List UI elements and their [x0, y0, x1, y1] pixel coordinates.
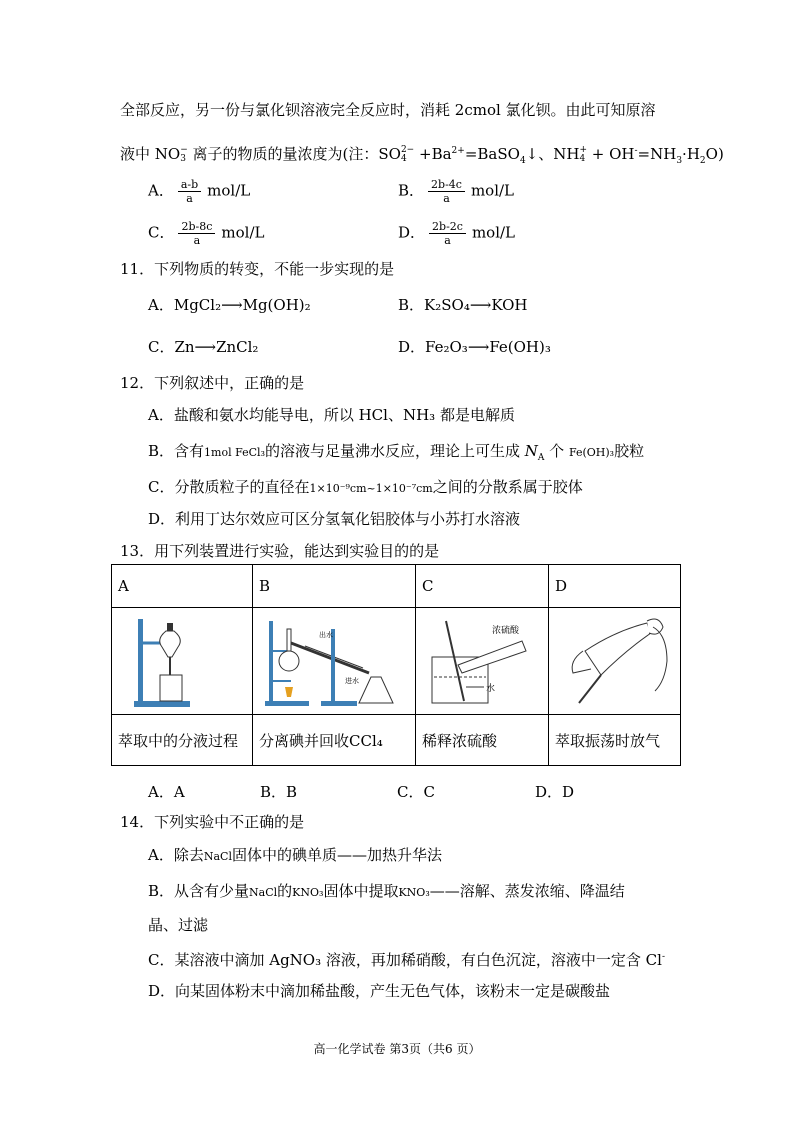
q11-option-c: C．Zn⟶ZnCl₂ [148, 338, 259, 356]
q11-stem: 11．下列物质的转变，不能一步实现的是 [120, 260, 395, 278]
q13-answer-a: A．A [148, 783, 185, 801]
q10-option-b: B． $\frac{2b-4c}{a}$ mol/L [398, 178, 515, 205]
q12-option-d: D．利用丁达尔效应可区分氢氧化铝胶体与小苏打水溶液 [148, 510, 521, 528]
q14-stem: 14．下列实验中不正确的是 [120, 813, 305, 831]
q13-caption-a: 萃取中的分液过程 [112, 715, 253, 766]
q13-caption-b: 分离碘并回收CCl₄ [253, 715, 416, 766]
q14-option-a: A．除去NaCl固体中的碘单质——加热升华法 [148, 846, 442, 864]
q13-header-c: C [416, 565, 549, 608]
q14-option-b-continued: 晶、过滤 [148, 916, 209, 934]
q14-option-c: C．某溶液中滴加 AgNO₃ 溶液，再加稀硝酸，有白色沉淀，溶液中一定含 Cl- [148, 951, 665, 969]
q13-apparatus-a [112, 608, 253, 715]
q13-stem: 13．用下列装置进行实验，能达到实验目的的是 [120, 542, 440, 560]
dilute-sulfuric-acid-diagram [422, 611, 542, 711]
q13-answer-b: B．B [260, 783, 298, 801]
q13-apparatus-b [253, 608, 416, 715]
q10-option-d: D． $\frac{2b-2c}{a}$ mol/L [398, 220, 516, 247]
inlet-water-label: 进水 [345, 677, 359, 685]
q13-header-a: A [112, 565, 253, 608]
conc-acid-label: 浓硫酸 [492, 626, 520, 636]
q12-option-b: B．含有1mol FeCl₃的溶液与足量沸水反应，理论上可生成 $N_A$ 个 Fe(OH)₃胶粒 [148, 442, 645, 463]
q13-answer-d: D．D [535, 783, 575, 801]
shaking-funnel-diagram [555, 611, 675, 711]
outlet-water-label: 出水 [319, 631, 333, 639]
q13-answer-c: C．C [397, 783, 435, 801]
q13-header-d: D [549, 565, 681, 608]
q14-option-d: D．向某固体粉末中滴加稀盐酸，产生无色气体，该粉末一定是碳酸盐 [148, 982, 611, 1000]
q13-apparatus-c [416, 608, 549, 715]
q10-option-a: A． $\frac{a-b}{a}$ mol/L [148, 178, 251, 205]
q11-option-d: D．Fe₂O₃⟶Fe(OH)₃ [398, 338, 551, 356]
separatory-funnel-stand-diagram [122, 611, 242, 711]
q13-caption-c: 稀释浓硫酸 [416, 715, 549, 766]
q14-option-b: B．从含有少量NaCl的KNO₃固体中提取KNO₃——溶解、蒸发浓缩、降温结 [148, 882, 625, 900]
q13-table [111, 564, 681, 766]
water-label: 水 [486, 684, 496, 694]
q12-stem: 12．下列叙述中，正确的是 [120, 374, 305, 392]
q13-apparatus-d [549, 608, 681, 715]
distillation-apparatus-diagram [259, 611, 409, 711]
q10-option-c: C． $\frac{2b-8c}{a}$ mol/L [148, 220, 265, 247]
q13-caption-d: 萃取振荡时放气 [549, 715, 681, 766]
q12-option-c: C．分散质粒子的直径在1×10⁻⁹cm~1×10⁻⁷cm之间的分散系属于胶体 [148, 478, 583, 496]
page-footer: 高一化学试卷 第3页（共6 页） [313, 1042, 481, 1056]
q11-option-b: B．K₂SO₄⟶KOH [398, 296, 528, 314]
q10-line1: 全部反应，另一份与氯化钡溶液完全反应时，消耗 2cmol 氯化钡。由此可知原溶 [120, 101, 656, 119]
q10-line2: 液中 NO − 3 离子的物质的量浓度为(注：SO 2− 4 $+Ba^{2+}=BaSO_4↓$、NH + 4 + $OH^-=NH_3\cdot H_2O$) [120, 145, 724, 166]
q13-header-b: B [253, 565, 416, 608]
q12-option-a: A．盐酸和氨水均能导电，所以 HCl、NH₃ 都是电解质 [148, 406, 515, 424]
q11-option-a: A．MgCl₂⟶Mg(OH)₂ [148, 296, 311, 314]
